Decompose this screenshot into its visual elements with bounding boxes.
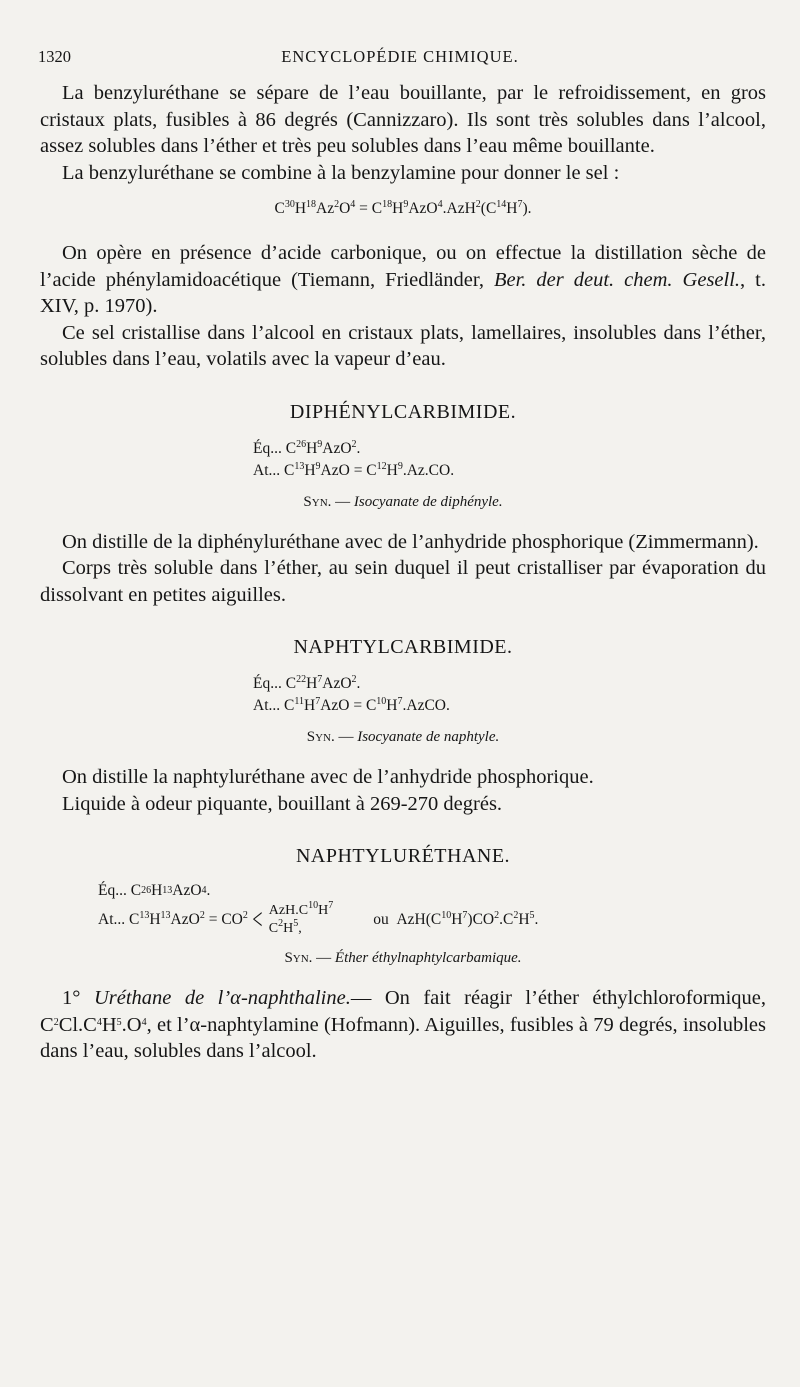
section-title: NAPHTYLURÉTHANE. xyxy=(295,845,511,867)
paragraph: Ce sel cristallise dans l’alcool en cristaux plats, lamellaires, insolubles dans l’éther, solubles dans l’eau, volatils avec la vapeur d’eau. xyxy=(40,321,766,370)
page-number: 1320 xyxy=(38,47,71,66)
formula-block: Éq... $C^{22}H^7AzO^2$. At... $C^{11}H^7AzO$ = $C^{10}H^7.AzCO$. xyxy=(253,674,450,714)
paragraph: Corps très soluble dans l’éther, au sein duquel il peut cristalliser par évaporation du dissolvant en petites aiguilles. xyxy=(40,557,766,606)
running-header xyxy=(38,47,762,71)
page-body xyxy=(40,80,766,1065)
running-title: ENCYCLOPÉDIE CHIMIQUE. xyxy=(281,47,519,66)
formula-block: Éq... $C^{26}H^9AzO^2$. At... $C^{13}H^9AzO = C^{12}H^9.Az.CO$. xyxy=(253,438,455,479)
paragraph: La benzyluréthane se combine à la benzylamine pour donner le sel : xyxy=(62,161,620,184)
paragraph: On distille la naphtyluréthane avec de l’anhydride phosphorique. xyxy=(62,766,594,788)
paragraph: 1° Uréthane de l’α-naphthaline.— On fait réagir l’éther éthylchloroformique, $C^2Cl.C^4H^5.O^4$, et l’α-naphtylamine (Hofmann). Aiguilles, fusibles à 79 degrés, insolubles dans l’eau, solubles dans l’alcool. xyxy=(40,987,767,1062)
paragraph: On distille de la diphényluréthane avec de l’anhydride phosphorique (Zimmermann). xyxy=(62,530,759,553)
paragraph: Liquide à odeur piquante, bouillant à 269-270 degrés. xyxy=(62,792,503,815)
section-title: NAPHTYLCARBIMIDE. xyxy=(293,636,513,658)
section-title: DIPHÉNYLCARBIMIDE. xyxy=(289,400,517,423)
synonym-line: Syn. — Éther éthylnaphtylcarbamique. xyxy=(284,950,522,966)
formula-salt: $C^{30}H^{18}Az^2O^4 = C^{18}H^9AzO^4.AzH^2(C^{14}H^7)$. xyxy=(274,199,532,217)
reference: Ber. der deut. chem. Gesell. xyxy=(493,268,741,291)
paragraph: La benzyluréthane se sépare de l’eau bouillante, par le refroidissement, en gros cristaux plats, fusibles à 86 degrés (Cannizzaro). Ils sont très solubles dans l’alcool, assez solubles dans l’éther et très peu solubles dans l’eau même bouillante. xyxy=(40,82,766,157)
synonym-line: Syn. — Isocyanate de diphényle. xyxy=(303,493,503,510)
paragraph: On opère en présence d’acide carbonique, ou on effectue la distillation sèche de l’acide phénylamidoacétique (Tiemann, Friedländer, Ber. der deut. chem. Gesell., t. XIV, p. 1970). xyxy=(40,242,766,317)
formula-block: Éq... C 26 H 13 AzO 4 . At... $C^{13}H^{13}AzO^2 = CO^2$ < $AzH.C^{10}H^7$ $C^2H^5$, ou $AzH(C^{10}H^7)CO^2.C^2H^5$. xyxy=(98,882,539,936)
synonym-line: Syn. — Isocyanate de naphtyle. xyxy=(306,729,500,745)
